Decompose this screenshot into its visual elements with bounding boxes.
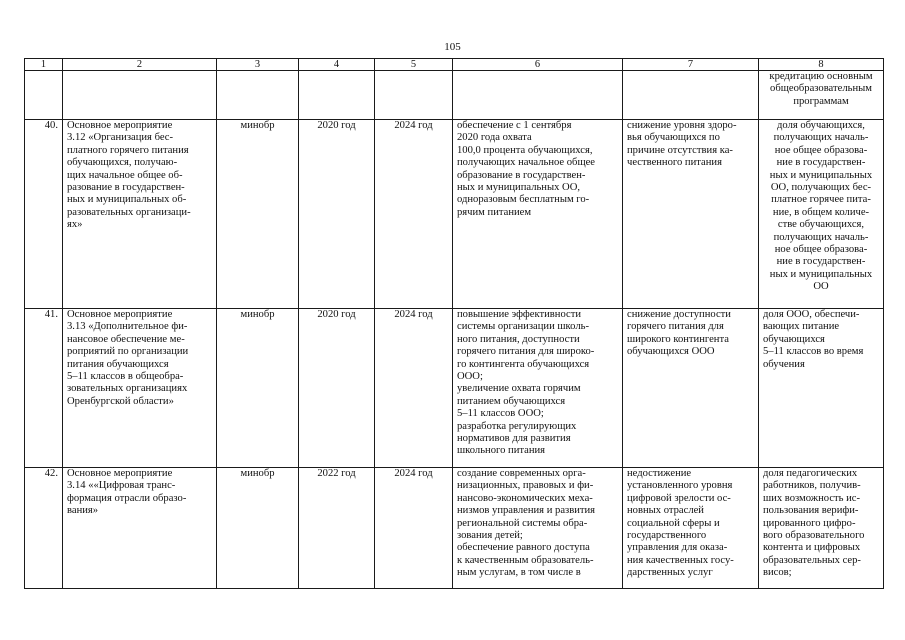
table-cell	[375, 71, 453, 120]
cell-start-year: 2020 год	[299, 120, 375, 309]
column-header: 6	[453, 59, 623, 71]
table-cell	[453, 468, 623, 589]
column-header: 7	[623, 59, 759, 71]
page-number: 105	[444, 41, 461, 53]
cell-consequence: снижение доступности горячего питания для широкого контингента обучающихся ООО	[627, 309, 731, 358]
table-cell	[623, 71, 759, 120]
table-row	[25, 468, 884, 589]
cell-indicator: кредитацию основным общеобразовательным программам	[769, 71, 873, 107]
cell-indicator: доля педагогических работников, получив- ших возможность ис- пользования верифи- цированного цифро- вого образовательного контента и цифровых образовательных сер- висов;	[763, 468, 865, 579]
table-cell	[63, 468, 217, 589]
table-row	[25, 120, 884, 309]
cell-consequence: недостижение установленного уровня цифровой зрелости ос- новных отраслей социальной сферы и государственного управления для оказа- ния качественных госу- дарственных услуг	[627, 468, 734, 579]
cell-start-year: 2020 год	[299, 309, 375, 468]
cell-number: 40.	[25, 120, 63, 309]
column-header: 8	[759, 59, 884, 71]
table-cell	[299, 71, 375, 120]
table-cell	[25, 71, 63, 120]
table-cell	[453, 120, 623, 309]
table-cell	[217, 71, 299, 120]
table-cell	[623, 120, 759, 309]
column-header: 3	[217, 59, 299, 71]
table-cell	[759, 309, 884, 468]
cell-end-year: 2024 год	[375, 120, 453, 309]
cell-start-year: 2022 год	[299, 468, 375, 589]
cell-consequence: снижение уровня здоро- вья обучающихся по причине отсутствия ка- чественного питания	[627, 120, 737, 169]
column-header: 5	[375, 59, 453, 71]
table-cell	[759, 71, 884, 120]
table-cell	[63, 71, 217, 120]
cell-end-year: 2024 год	[375, 468, 453, 589]
cell-number: 42.	[25, 468, 63, 589]
cell-indicator: доля обучающихся, получающих началь- ное общее образова- ние в государствен- ных и муниципальных ОО, получающих бес- платное горячее пита- ние, в общем количе- стве обучающихся, получающих началь- ное общее образова- ние в государствен- ных и муниципальных ОО	[769, 120, 873, 293]
column-header: 1	[25, 59, 63, 71]
cell-result: создание современных орга- низационных, правовых и фи- нансово-экономических меха- низмов управления и развития региональной системы обра- зования детей; обеспечение равного доступа к качественным образователь- ным услугам, в том числе в	[457, 468, 596, 579]
cell-executor: минобр	[217, 120, 299, 309]
table-cell	[453, 71, 623, 120]
cell-result: повышение эффективности системы организации школь- ного питания, доступности горячего питания для широко- го контингента обучающихся ООО; увеличение охвата горячим питанием обучающихся 5–11 классов ООО; разработка регулирующих нормативов для развития школьного питания	[457, 309, 595, 457]
table-cell	[759, 468, 884, 589]
table-row-continuation	[25, 71, 884, 120]
table-row	[25, 309, 884, 468]
cell-end-year: 2024 год	[375, 309, 453, 468]
cell-activity: Основное мероприятие 3.13 «Дополнительное фи- нансовое обеспечение ме- роприятий по организации питания обучающихся 5–11 классов в общеобра- зовательных организациях Оренбургской области»	[67, 309, 189, 407]
table-cell	[623, 468, 759, 589]
cell-executor: минобр	[217, 309, 299, 468]
table-cell	[759, 120, 884, 309]
cell-result: обеспечение с 1 сентября 2020 года охвата 100,0 процента обучающихся, получающих начальное общее образование в государствен- ных и муниципальных ОО, одноразовым бесплатным го- рячим питанием	[457, 120, 596, 218]
header-row	[25, 59, 884, 71]
cell-executor: минобр	[217, 468, 299, 589]
cell-indicator: доля ООО, обеспечи- вающих питание обучающихся 5–11 классов во время обучения	[763, 309, 864, 370]
column-header: 2	[63, 59, 217, 71]
table-cell	[453, 309, 623, 468]
table-cell	[623, 309, 759, 468]
cell-number: 41.	[25, 309, 63, 468]
measures-table	[24, 58, 884, 589]
table-cell	[63, 309, 217, 468]
cell-activity: Основное мероприятие 3.14 ««Цифровая транс- формация отрасли образо- вания»	[67, 468, 187, 517]
column-header: 4	[299, 59, 375, 71]
cell-activity: Основное мероприятие 3.12 «Организация бес- платного горячего питания обучающихся, получаю- щих начальное общее об- разование в государствен- ных и муниципальных об- разовательных организаци- ях»	[67, 120, 191, 231]
table-cell	[63, 120, 217, 309]
